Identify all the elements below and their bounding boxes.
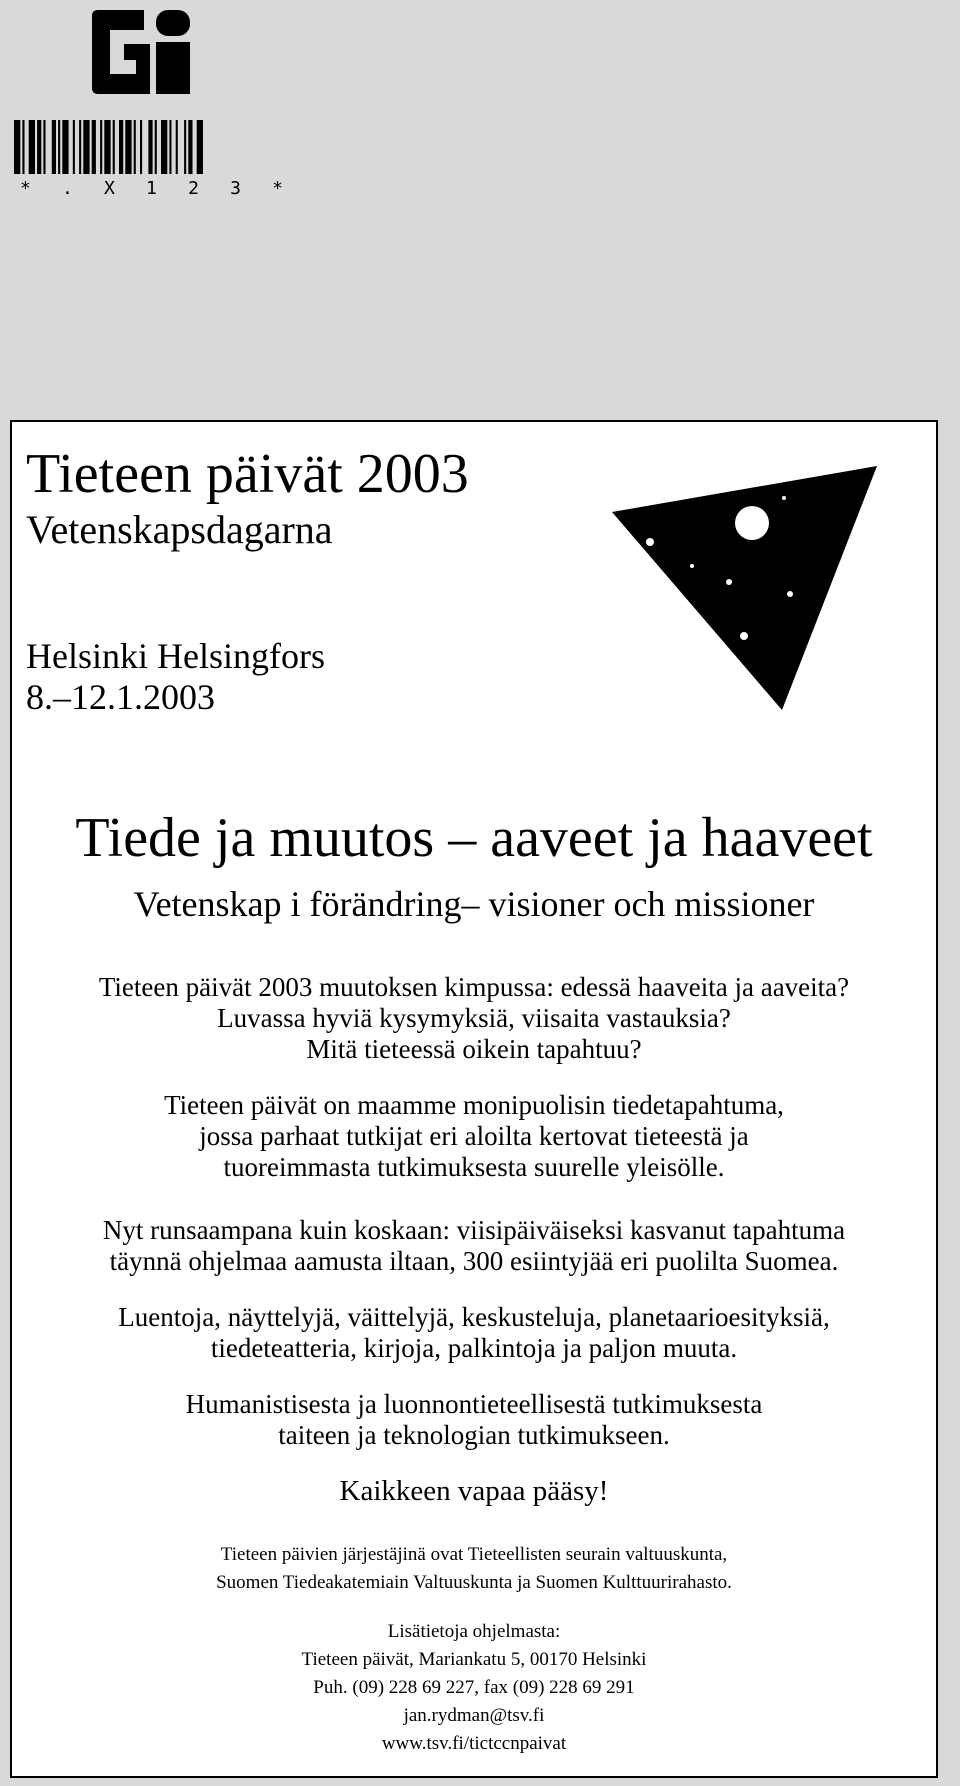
free-entry-note: Kaikkeen vapaa pääsy! (339, 1475, 609, 1507)
barcode-char: 2 (188, 178, 199, 199)
text-line: Luentoja, näyttelyjä, väittelyjä, keskusteluja, planetaarioesityksiä, (118, 1302, 830, 1332)
text-line: Humanistisesta ja luonnontieteellisestä tutkimuksesta (185, 1389, 763, 1419)
text-line: Tieteen päivät 2003 muutoksen kimpussa: edessä haaveita ja aaveita? (98, 972, 850, 1002)
organization-logo-icon (88, 8, 192, 96)
text-line: taiteen ja teknologian tutkimukseen. (278, 1420, 670, 1450)
barcode-char: * (272, 178, 283, 199)
text-line: Suomen Tiedeakatemiain Valtuuskunta ja Suomen Kulttuurirahasto. (216, 1572, 732, 1593)
organizers-note (12, 1541, 936, 1597)
text-line: Mitä tieteessä oikein tapahtuu? (306, 1034, 642, 1064)
text-line: Nyt runsaampana kuin koskaan: viisipäiväiseksi kasvanut tapahtuma (102, 1215, 846, 1245)
starry-triangle-icon (612, 466, 882, 710)
text-line: jossa parhaat tutkijat eri aloilta kertovat tieteestä ja (199, 1121, 749, 1151)
page-subtitle: Vetenskapsdagarna (26, 507, 333, 552)
contact-address: Tieteen päivät, Mariankatu 5, 00170 Helsinki (301, 1649, 647, 1670)
text-line: Luvassa hyviä kysymyksiä, viisaita vastauksia? (217, 1003, 731, 1033)
barcode-char: * (20, 178, 31, 199)
contact-heading: Lisätietoja ohjelmasta: (387, 1621, 561, 1642)
contact-phone: Puh. (09) 228 69 227, fax (09) 228 69 291 (313, 1677, 635, 1698)
contact-website: www.tsv.fi/tictccnpaivat (381, 1733, 567, 1754)
barcode-char: 1 (146, 178, 157, 199)
activities-paragraph (12, 1302, 936, 1364)
event-city: Helsinki Helsingfors (26, 636, 325, 676)
event-theme-swedish: Vetenskap i förändring– visioner och missioner (133, 884, 815, 924)
program-paragraph (12, 1215, 936, 1277)
event-dates: 8.–12.1.2003 (26, 677, 215, 717)
scope-paragraph (12, 1389, 936, 1451)
description-paragraph (12, 1090, 936, 1183)
event-theme: Tiede ja muutos – aaveet ja haaveet (75, 807, 873, 869)
poster-sheet (10, 420, 938, 1778)
barcode-icon (14, 120, 289, 174)
text-line: Tieteen päivien järjestäjinä ovat Tieteellisten seurain valtuuskunta, (220, 1544, 728, 1565)
barcode-char: . (62, 178, 73, 199)
page-title: Tieteen päivät 2003 (26, 443, 469, 505)
barcode-char: 3 (230, 178, 241, 199)
text-line: täynnä ohjelmaa aamusta iltaan, 300 esiintyjää eri puolilta Suomea. (109, 1246, 839, 1276)
barcode-char: X (104, 178, 115, 199)
intro-paragraph (12, 972, 936, 1065)
barcode-text (14, 178, 289, 199)
text-line: tiedeteatteria, kirjoja, palkintoja ja paljon muuta. (210, 1333, 738, 1363)
scan-header (0, 0, 960, 415)
contact-email: jan.rydman@tsv.fi (403, 1705, 545, 1726)
text-line: Tieteen päivät on maamme monipuolisin tiedetapahtuma, (164, 1090, 784, 1120)
contact-info (12, 1618, 936, 1758)
text-line: tuoreimmasta tutkimuksesta suurelle yleisölle. (223, 1152, 725, 1182)
